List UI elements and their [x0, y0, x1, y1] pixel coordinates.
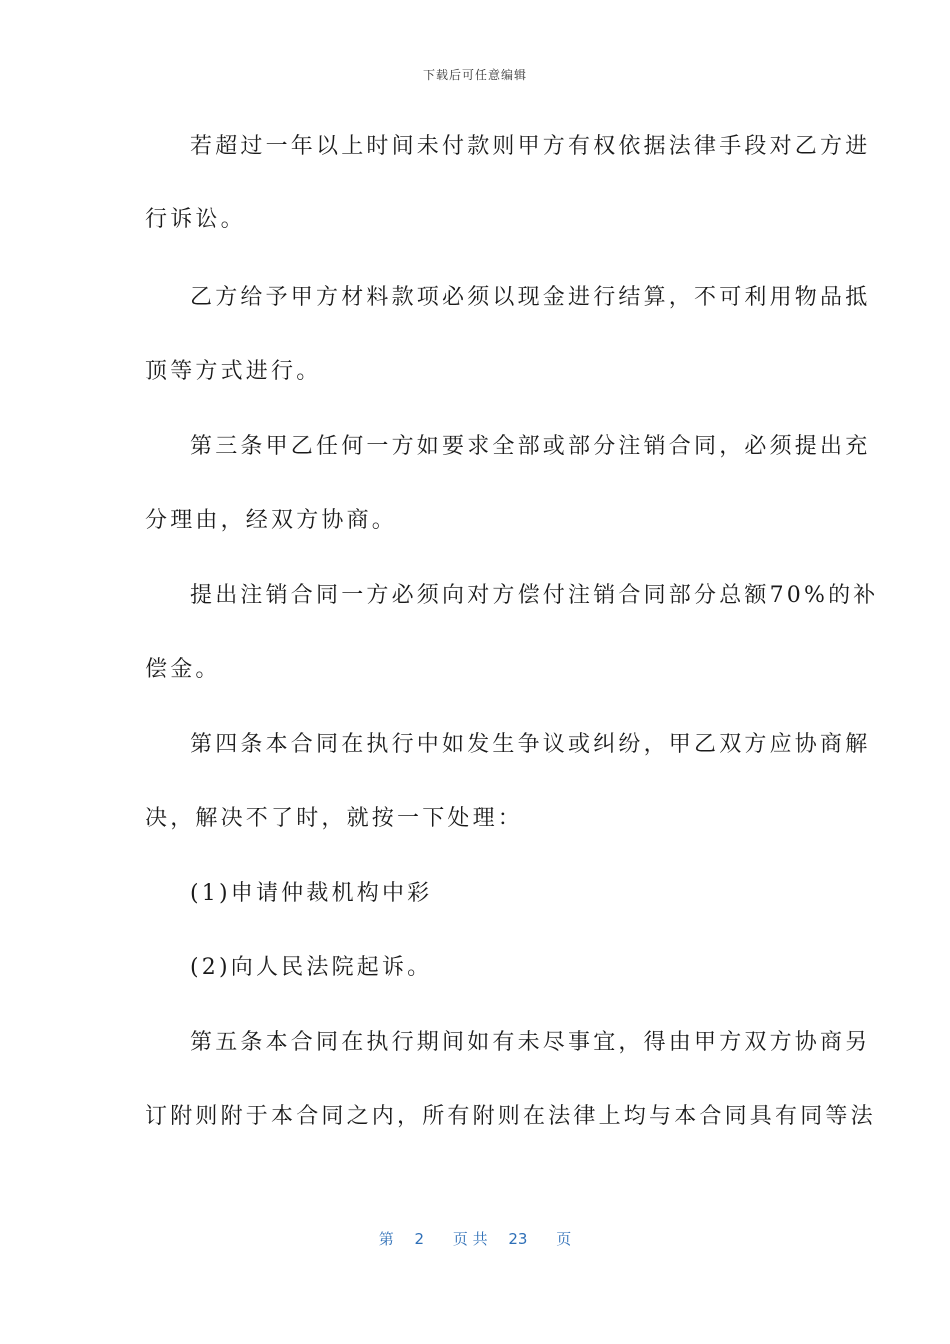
text-line: 乙方给予甲方材料款项必须以现金进行结算，不可利用物品抵 [190, 285, 871, 310]
text-line: 顶等方式进行。 [145, 359, 322, 384]
text-line: 第三条甲乙任何一方如要求全部或部分注销合同，必须提出充 [190, 434, 871, 459]
text-line: 订附则附于本合同之内，所有附则在法律上均与本合同具有同等法 [145, 1104, 876, 1129]
total-page-count: 23 [508, 1230, 528, 1248]
text-line: (1)申请仲裁机构中彩 [190, 881, 433, 906]
text-line: 分理由，经双方协商。 [145, 508, 398, 533]
text-line: 决，解决不了时，就按一下处理： [145, 806, 524, 831]
text-line: 若超过一年以上时间未付款则甲方有权依据法律手段对乙方进 [190, 134, 871, 159]
page-header: 下载后可任意编辑 [422, 68, 527, 82]
footer-middle: 页 共 [452, 1230, 488, 1248]
footer-prefix: 第 [378, 1230, 394, 1248]
text-line: 第五条本合同在执行期间如有未尽事宜，得由甲方双方协商另 [190, 1030, 871, 1055]
text-line: (2)向人民法院起诉。 [190, 955, 433, 980]
text-line: 提出注销合同一方必须向对方偿付注销合同部分总额70%的补 [190, 583, 879, 608]
footer-suffix: 页 [556, 1230, 572, 1248]
current-page-number: 2 [414, 1230, 425, 1248]
text-line: 偿金。 [145, 657, 221, 682]
text-line: 行诉讼。 [145, 207, 246, 232]
text-line: 第四条本合同在执行中如发生争议或纠纷，甲乙双方应协商解 [190, 732, 871, 757]
page-footer [0, 1228, 950, 1249]
